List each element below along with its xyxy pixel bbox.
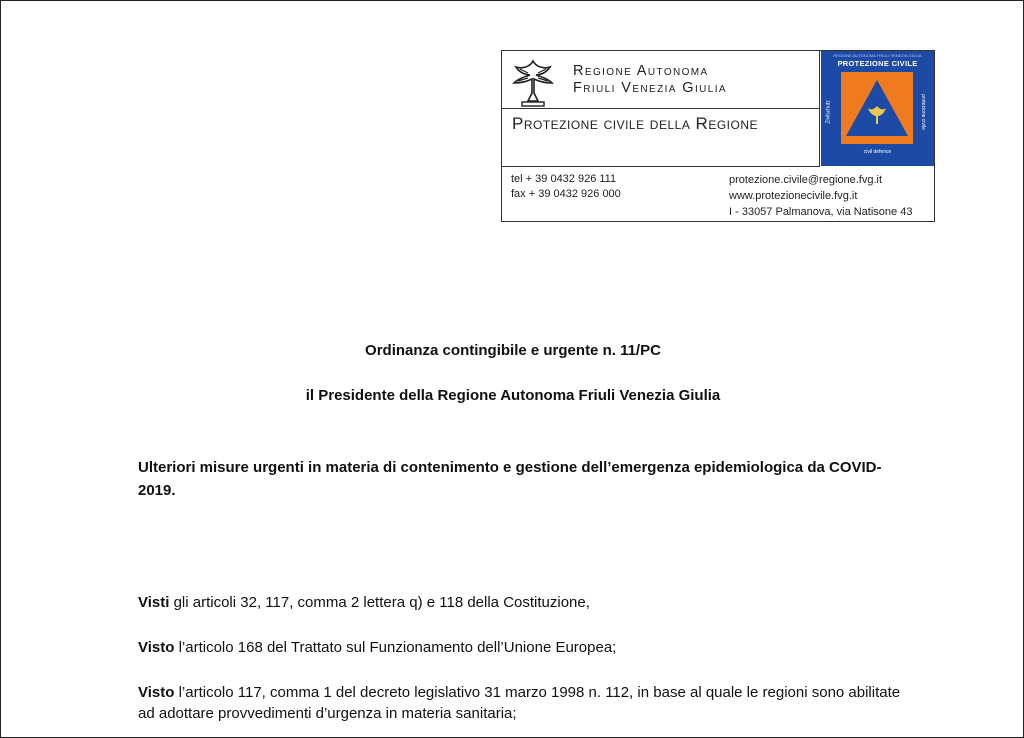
paragraph — [138, 592, 908, 613]
civil-protection-triangle-icon — [832, 70, 922, 148]
email: protezione.civile@regione.fvg.it — [729, 174, 883, 186]
region-line-2: Friuli Venezia Giulia — [573, 79, 727, 96]
region-line-1: Regione Autonoma — [573, 63, 709, 79]
website: www.protezionecivile.fvg.it — [729, 190, 858, 202]
fax: fax + 39 0432 926 000 — [511, 188, 621, 200]
paragraph — [138, 682, 908, 724]
ordinance-subject: Ulteriori misure urgenti in materia di contenimento e gestione dell’emergenza epidemiologica da COVID-2019. — [138, 459, 882, 499]
issuer-line: il Presidente della Regione Autonoma Friuli Venezia Giulia — [305, 387, 721, 404]
office-name: Protezione civile della Regione — [512, 114, 758, 133]
letterhead-divider — [502, 108, 819, 109]
eagle-emblem-icon — [508, 57, 558, 109]
ordinance-title: Ordinanza contingibile e urgente n. 11/PC — [365, 342, 661, 359]
region-name — [573, 63, 727, 96]
badge-header: REGIONE AUTONOMA FRIULI VENEZIA GIULIA — [833, 53, 922, 58]
badge-left-text: Zivilschutz — [825, 100, 832, 124]
badge-right-text: protezione civile — [919, 94, 926, 130]
badge-bottom-text: civil defence — [863, 149, 892, 155]
paragraph-text: l’articolo 117, comma 1 del decreto legislativo 31 marzo 1998 n. 112, in base al quale le regioni sono abilitate ad adottare provvedimenti d’urgenza in materia sanitaria; — [138, 684, 901, 722]
paragraph-text: l’articolo 168 del Trattato sul Funzionamento dell’Unione Europea; — [174, 639, 617, 656]
telephone: tel + 39 0432 926 111 — [511, 173, 617, 185]
paragraph-lead: Visto — [138, 684, 175, 701]
online-contacts — [729, 172, 912, 220]
letterhead — [501, 50, 935, 222]
paragraph-lead: Visto — [138, 639, 175, 656]
paragraph-lead: Visti — [138, 594, 170, 611]
paragraph — [138, 637, 908, 658]
letterhead-header — [502, 51, 820, 167]
paragraph-text: gli articoli 32, 117, comma 2 lettera q) e 118 della Costituzione, — [169, 594, 590, 611]
phone-contacts — [511, 172, 621, 202]
address: I - 33057 Palmanova, via Natisone 43 — [729, 206, 913, 218]
badge-title: PROTEZIONE CIVILE — [837, 59, 918, 68]
civil-protection-badge — [821, 51, 934, 166]
